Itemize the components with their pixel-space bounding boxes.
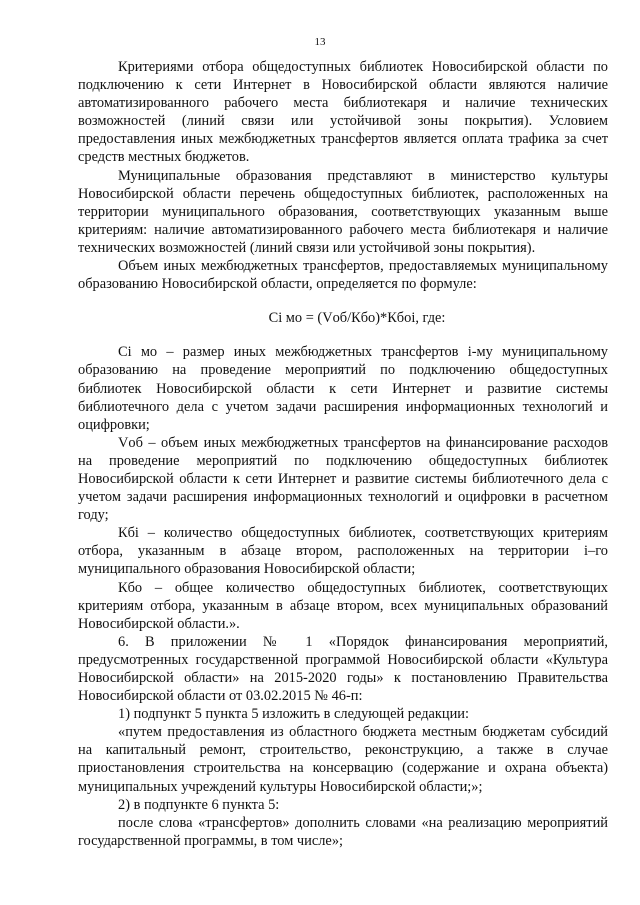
paragraph-addition: после слова «трансфертов» дополнить словами «на реализацию мероприятий государственной программы, в том числе»; bbox=[78, 814, 608, 849]
document-body bbox=[78, 58, 608, 850]
paragraph-subitem-2: 2) в подпункте 6 пункта 5: bbox=[118, 796, 280, 813]
paragraph-kbi-definition: Кбi – количество общедоступных библиотек, соответствующих критериям отбора, указанным в абзаце втором, расположенных на территории i–го муниципального образования Новосибирской области; bbox=[78, 525, 608, 578]
paragraph-formula-intro: Объем иных межбюджетных трансфертов, предоставляемых муниципальному образованию Новосибирской области, определяется по формуле: bbox=[78, 258, 608, 293]
formula: Ci мо = (Vоб/Кбо)*Кбоi, где: bbox=[268, 310, 446, 327]
paragraph-quoted-text: «путем предоставления из областного бюджета местным бюджетам субсидий на капитальный ремонт, строительство, реконструкцию, а также в случае приостановления строительства на консервацию (содержание и охрана объекта) муниципальных учреждений культуры Новосибирской области;»; bbox=[78, 724, 608, 795]
paragraph-item-6: 6. В приложении № 1 «Порядок финансирования мероприятий, предусмотренных государственной программой Новосибирской области «Культура Новосибирской области» на 2015-2020 годы» к постановлению Правительства Новосибирской области от 03.02.2015 № 46-п: bbox=[78, 633, 608, 705]
paragraph-municipal-list: Муниципальные образования представляют в министерство культуры Новосибирской области перечень общедоступных библиотек, расположенных на территории муниципального образования, соответствующих указанным выше критериям: наличие автоматизированного рабочего места библиотекаря и наличие технических возможностей (линий связи или устойчивой зоны покрытия). bbox=[78, 167, 608, 256]
paragraph-vob-definition: Vоб – объем иных межбюджетных трансфертов на финансирование расходов на проведение мероприятий по подключению общедоступных библиотек Новосибирской области к сети Интернет и развитие системы библиотечного дела с учетом задачи расширения информационных технологий и оцифровки в расчетном году; bbox=[78, 434, 608, 524]
paragraph-ci-definition: Ci мо – размер иных межбюджетных трансфертов i-му муниципальному образованию на проведение мероприятий по подключению общедоступных библиотек Новосибирской области к сети Интернет и развитие системы библиотечного дела с учетом задачи расширения информационных технологий и оцифровки; bbox=[78, 344, 608, 433]
paragraph-subitem-1: 1) подпункт 5 пункта 5 изложить в следующей редакции: bbox=[118, 706, 469, 723]
paragraph-selection-criteria: Критериями отбора общедоступных библиотек Новосибирской области по подключению к сети Интернет в Новосибирской области являются наличие автоматизированного рабочего места библиотекаря и наличие технических возможностей (линий связи или устойчивой зоны покрытия). Условием предоставления иных межбюджетных трансфертов является оплата трафика за счет средств местных бюджетов. bbox=[78, 59, 608, 166]
paragraph-kbo-definition: Кбо – общее количество общедоступных библиотек, соответствующих критериям отбора, указанным в абзаце втором, всех муниципальных образований Новосибирской области.». bbox=[78, 579, 608, 632]
page-number: 13 bbox=[314, 36, 326, 48]
